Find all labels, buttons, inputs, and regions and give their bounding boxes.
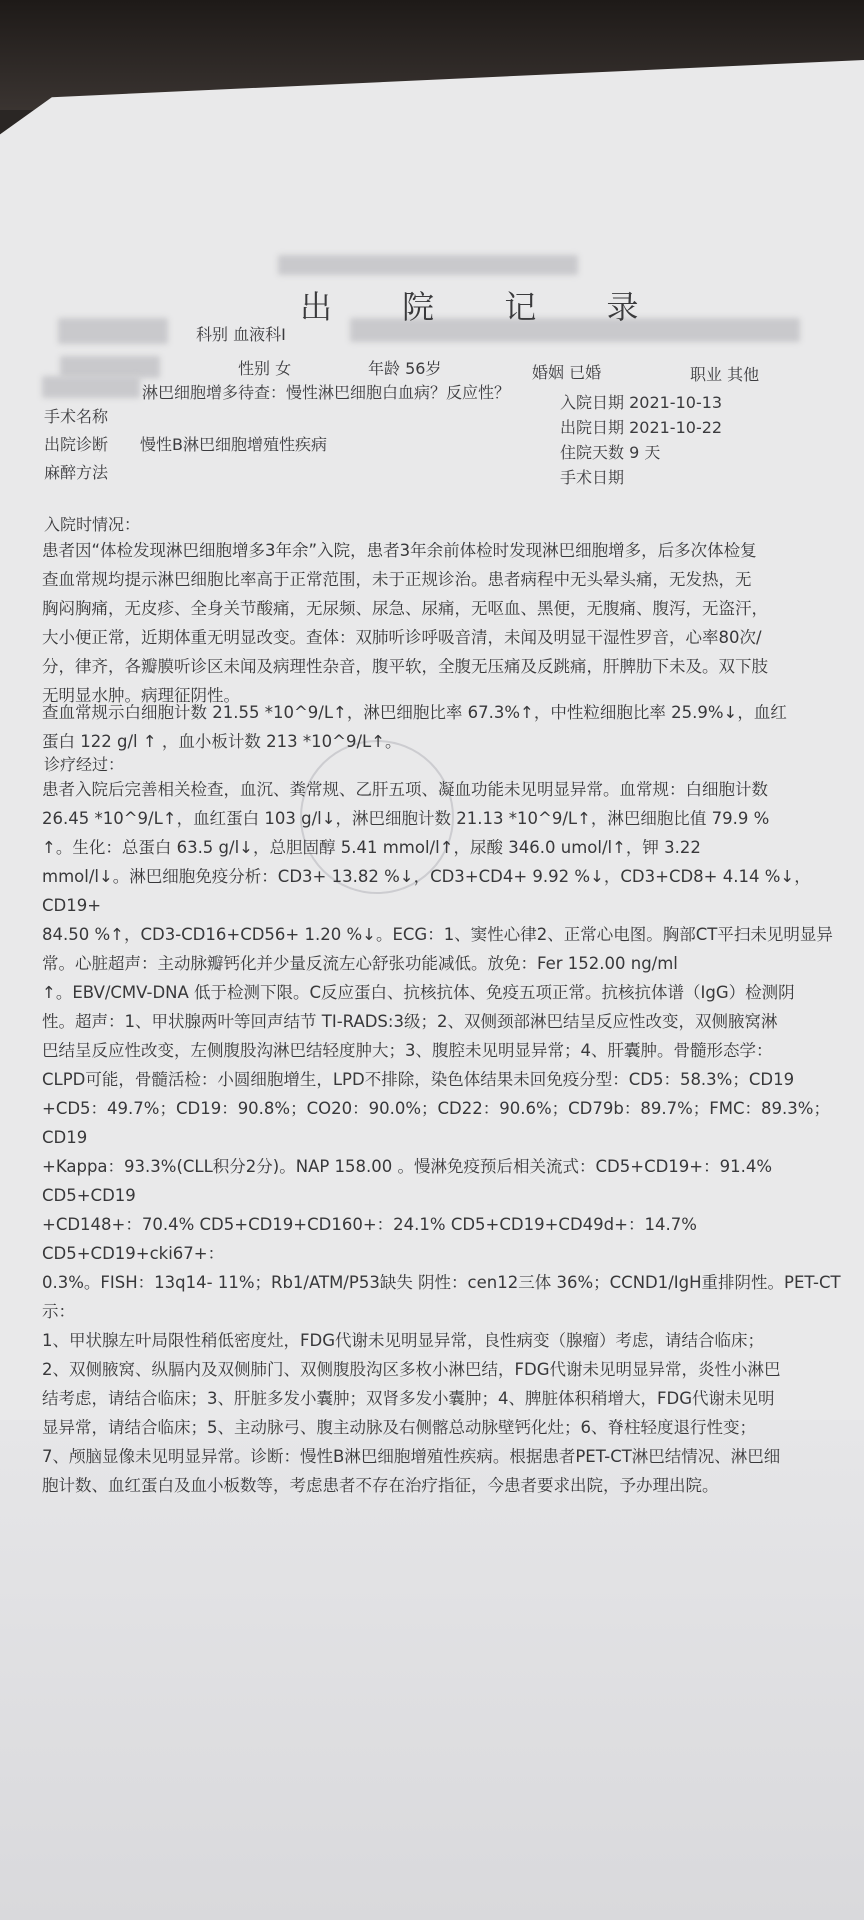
department-field: 科别 血液科I	[196, 325, 286, 344]
occupation-field: 职业 其他	[690, 365, 760, 384]
redacted-patient-name	[58, 318, 168, 344]
admit-date: 入院日期 2021-10-13	[560, 393, 723, 412]
redacted-diag-label	[42, 376, 140, 398]
discharge-diagnosis-value: 慢性B淋巴细胞增殖性疾病	[140, 435, 327, 454]
admission-diagnosis-value: 淋巴细胞增多待查：慢性淋巴细胞白血病？反应性？	[142, 383, 511, 402]
redacted-hospital-name	[278, 255, 578, 275]
page-title: 出 院 记 录	[300, 288, 669, 326]
redacted-name-row	[60, 356, 160, 378]
lab-results-text: 查血常规示白细胞计数 21.55 *10^9/L↑，淋巴细胞比率 67.3%↑，中性粒细胞比率 25.9%↓，血红 蛋白 122 g/l ↑ ，血小板计数 213 *10^9/L↑。	[42, 703, 787, 751]
marriage-field: 婚姻 已婚	[532, 363, 602, 382]
course-text: 患者入院后完善相关检查，血沉、粪常规、乙肝五项、凝血功能未见明显异常。血常规：白细胞计数 26.45 *10^9/L↑，血红蛋白 103 g/l↓，淋巴细胞计数 21.13 *10^9/L↑，淋巴细胞比值 79.9 % ↑。生化：总蛋白 63.5 g/l↓，总胆固醇 5.41 mmol/l↑，尿酸 346.0 umol/l↑，钾 3.22 mmol/l↓。淋巴细胞免疫分析：CD3+ 13.82 %↓，CD3+CD4+ 9.92 %↓，CD3+CD8+ 4.14 %↓，CD19+ 84.50 %↑，CD3-CD16+CD56+ 1.20 %↓。ECG：1、窦性心律2、正常心电图。胸部CT平扫未见明显异 常。心脏超声：主动脉瓣钙化并少量反流左心舒张功能减低。放免：Fer 152.00 ng/ml ↑。EBV/CMV-DNA 低于检测下限。C反应蛋白、抗核抗体、免疫五项正常。抗核抗体谱（IgG）检测阴 性。超声：1、甲状腺两叶等回声结节 TI-RADS:3级；2、双侧颈部淋巴结呈反应性改变，双侧腋窝淋 巴结呈反应性改变，左侧腹股沟淋巴结轻度肿大；3、腹腔未见明显异常；4、肝囊肿。骨髓形态学： CLPD可能，骨髓活检：小圆细胞增生，LPD不排除，染色体结果未回免疫分型：CD5：58.3%；CD19 +CD5：49.7%；CD19：90.8%；CO20：90.0%；CD22：90.6%；CD79b：89.7%；FMC：89.3%；CD19 +Kappa：93.3%(CLL积分2分)。NAP 158.00 。慢淋免疫预后相关流式：CD5+CD19+：91.4% CD5+CD19 +CD148+：70.4% CD5+CD19+CD160+：24.1% CD5+CD19+CD49d+：14.7% CD5+CD19+cki67+： 0.3%。FISH：13q14- 11%；Rb1/ATM/P53缺失 阴性：cen12三体 36%；CCND1/IgH重排阴性。PET-CT示： 1、甲状腺左叶局限性稍低密度灶，FDG代谢未见明显异常，良性病变（腺瘤）考虑，请结合临床； 2、双侧腋窝、纵膈内及双侧肺门、双侧腹股沟区多枚小淋巴结，FDG代谢未见明显异常，炎性小淋巴 结考虑，请结合临床；3、肝脏多发小囊肿；双肾多发小囊肿；4、脾脏体积稍增大，FDG代谢未见明 显异常，请结合临床；5、主动脉弓、腹主动脉及右侧髂总动脉壁钙化灶；6、脊柱轻度退行性变； 7、颅脑显像未见明显异常。诊断：慢性B淋巴细胞增殖性疾病。根据患者PET-CT淋巴结情况、淋巴细 胞计数、血红蛋白及血小板数等，考虑患者不存在治疗指征，今患者要求出院，予办理出院。	[42, 780, 841, 1495]
anesthesia-label: 麻醉方法	[44, 463, 109, 482]
discharge-date: 出院日期 2021-10-22	[560, 418, 723, 437]
discharge-diagnosis-label: 出院诊断	[44, 435, 109, 454]
admission-text: 患者因“体检发现淋巴细胞增多3年余”入院，患者3年余前体检时发现淋巴细胞增多，后多次体检复 查血常规均提示淋巴细胞比率高于正常范围，未于正规诊治。患者病程中无头晕头痛，无发热，无 胸闷胸痛，无皮疹、全身关节酸痛，无尿频、尿急、尿痛，无呕血、黑便，无腹痛、腹泻，无盗汗， 大小便正常，近期体重无明显改变。查体：双肺听诊呼吸音清，未闻及明显干湿性罗音，心率80次/ 分，律齐，各瓣膜听诊区未闻及病理性杂音，腹平软，全腹无压痛及反跳痛，肝脾肋下未及。双下肢 无明显水肿。病理征阴性。	[42, 541, 768, 705]
surgery-name-label: 手术名称	[44, 407, 109, 426]
sex-field: 性别 女	[238, 359, 292, 378]
surgery-date-label: 手术日期	[560, 468, 625, 487]
age-field: 年龄 56岁	[368, 359, 442, 378]
admission-heading: 入院时情况：	[44, 515, 141, 534]
course-heading: 诊疗经过：	[44, 755, 125, 774]
stay-days: 住院天数 9 天	[560, 443, 661, 462]
